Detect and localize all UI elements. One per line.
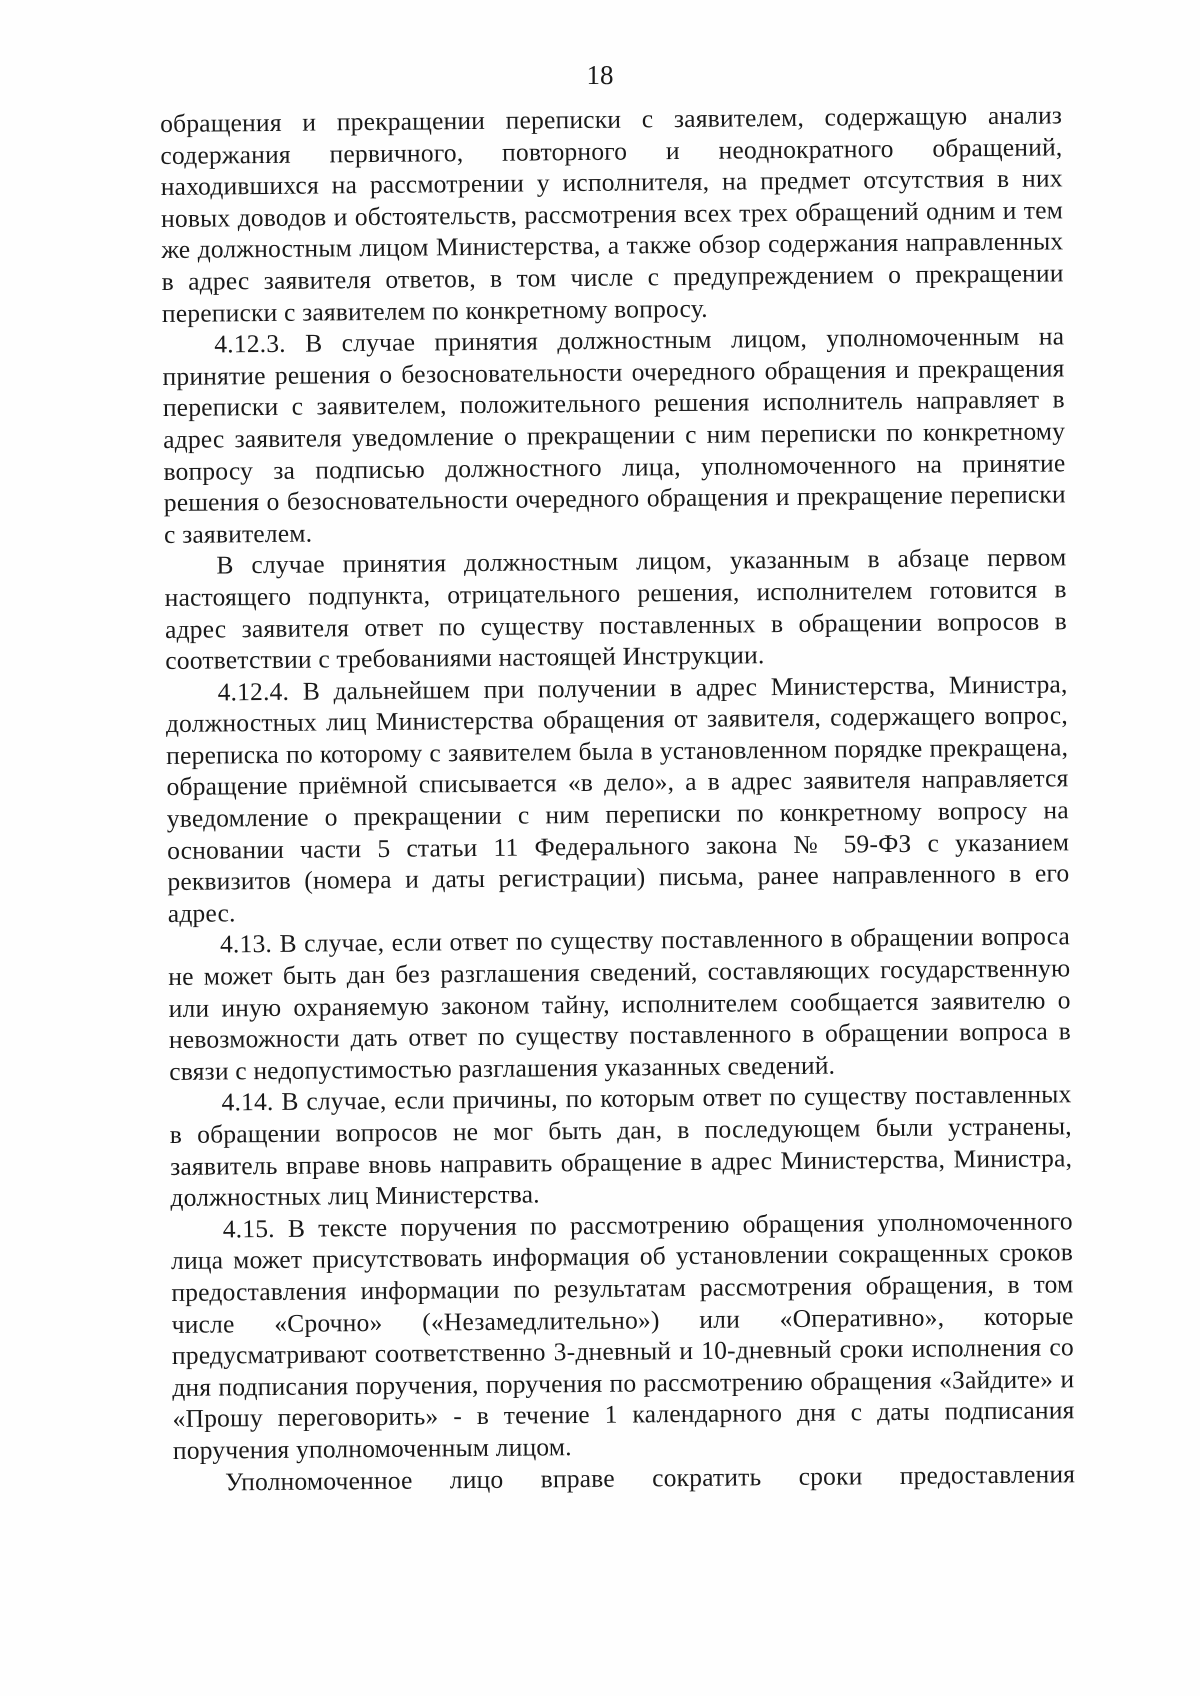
paragraph-4-15: 4.15. В тексте поручения по рассмотрению обращения уполномоченного лица может присутствовать информация об установлении сокращенных сроков предоставления информации по результатам рассмотрения обращения, в том числе «Срочно» («Незамедлительно») или «Оперативно», которые предусматривают соответственно 3-дневный и 10-дневный сроки исполнения со дня подписания поручения, поручения по рассмотрению обращения «Зайдите» и «Прошу переговорить» - в течение 1 календарного дня с даты подписания поручения уполномоченным лицом. bbox=[170, 1206, 1075, 1465]
paragraph-continuation: обращения и прекращении переписки с заявителем, содержащую анализ содержания первичного, повторного и неоднократного обращений, находившихся на рассмотрении у исполнителя, на предмет отсутствия в них новых доводов и обстоятельств, рассмотрения всех трех обращений одним и тем же должностным лицом Министерства, а также обзор содержания направленных в адрес заявителя ответов, в том числе с предупреждением о прекращении переписки с заявителем по конкретному вопросу. bbox=[160, 100, 1064, 328]
paragraph-4-14: 4.14. В случае, если причины, по которым ответ по существу поставленных в обращении вопросов не мог быть дан, в последующем были устранены, заявитель вправе вновь направить обращение в адрес Министерства, Министра, должностных лиц Министерства. bbox=[169, 1079, 1073, 1213]
paragraph-4-12-4: 4.12.4. В дальнейшем при получении в адрес Министерства, Министра, должностных лиц Министерства обращения от заявителя, содержащего вопрос, переписка по которому с заявителем была в установленном порядке прекращена, обращение приёмной списывается «в дело», а в адрес заявителя направляется уведомление о прекращении с ним переписки по конкретному вопросу на основании части 5 статьи 11 Федерального закона № 59-ФЗ с указанием реквизитов (номера и даты регистрации) письма, ранее направленного в его адрес. bbox=[165, 669, 1070, 928]
document-body bbox=[160, 99, 1075, 1498]
paragraph-negative-decision: В случае принятия должностным лицом, указанным в абзаце первом настоящего подпункта, отрицательного решения, исполнителем готовится в адрес заявителя ответ по существу поставленных в обращении вопросов в соответствии с требованиями настоящей Инструкции. bbox=[164, 542, 1068, 676]
page-number: 18 bbox=[586, 60, 614, 90]
paragraph-4-13: 4.13. В случае, если ответ по существу поставленного в обращении вопроса не может быть дан без разглашения сведений, составляющих государственную или иную охраняемую законом тайну, исполнителем сообщается заявителю о невозможности дать ответ по существу поставленного в обращении вопроса в связи с недопустимостью разглашения указанных сведений. bbox=[168, 921, 1072, 1086]
paragraph-authorized-person: Уполномоченное лицо вправе сократить сроки предоставления bbox=[225, 1458, 1076, 1496]
paragraph-4-12-3: 4.12.3. В случае принятия должностным лицом, уполномоченным на принятие решения о безосновательности очередного обращения и прекращения переписки с заявителем, положительного решения исполнитель направляет в адрес заявителя уведомление о прекращении с ним переписки по конкретному вопросу за подписью должностного лица, уполномоченного на принятие решения о безосновательности очередного обращения и прекращение переписки с заявителем. bbox=[162, 321, 1066, 549]
